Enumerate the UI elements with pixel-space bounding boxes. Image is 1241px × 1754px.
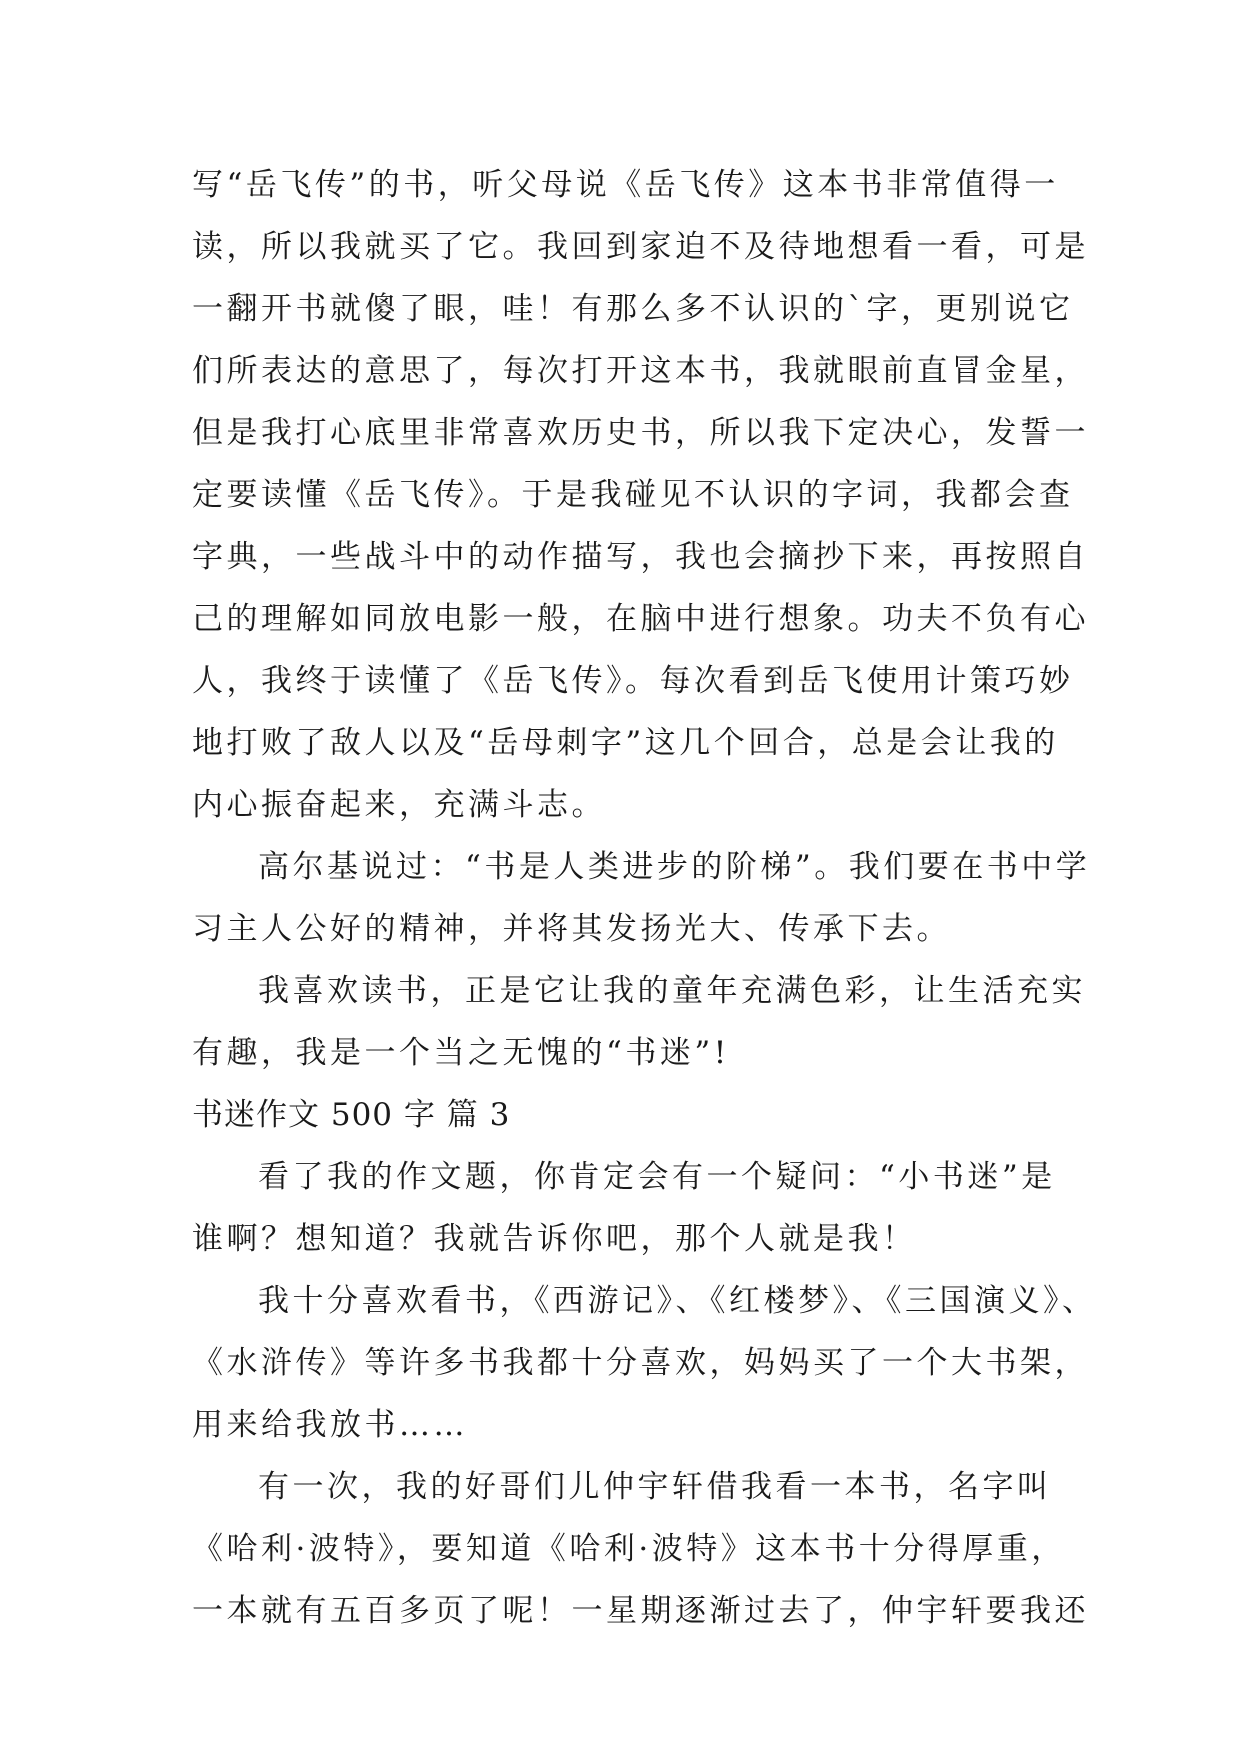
text-line: 《水浒传》等许多书我都十分喜欢，妈妈买了一个大书架，	[192, 1345, 1089, 1381]
text-line: 定要读懂《岳飞传》。于是我碰见不认识的字词，我都会查	[192, 477, 1074, 513]
text-line: 习主人公好的精神，并将其发扬光大、传承下去。	[192, 911, 951, 947]
text-line: 我喜欢读书，正是它让我的童年充满色彩，让生活充实	[258, 973, 1086, 1009]
text-line: 一本就有五百多页了呢！一星期逐渐过去了，仲宇轩要我还	[192, 1593, 1089, 1629]
text-line: 一翻开书就傻了眼，哇！有那么多不认识的`字，更别说它	[192, 291, 1074, 327]
text-line: 看了我的作文题，你肯定会有一个疑问：“小书迷”是	[258, 1159, 1056, 1195]
text-line: 写“岳飞传”的书，听父母说《岳飞传》这本书非常值得一	[192, 167, 1059, 203]
text-line: 己的理解如同放电影一般，在脑中进行想象。功夫不负有心	[192, 601, 1089, 637]
text-line: 人，我终于读懂了《岳飞传》。每次看到岳飞使用计策巧妙	[192, 663, 1074, 699]
section-heading: 书迷作文 500 字 篇 3	[192, 1097, 511, 1133]
text-line: 读，所以我就买了它。我回到家迫不及待地想看一看，可是	[192, 229, 1089, 265]
text-line: 有趣，我是一个当之无愧的“书迷”!	[192, 1035, 730, 1071]
text-line: 谁啊？想知道？我就告诉你吧，那个人就是我！	[192, 1221, 917, 1257]
text-line: 高尔基说过：“书是人类进步的阶梯”。我们要在书中学	[258, 849, 1091, 885]
document-body	[192, 154, 1097, 1642]
text-line: 用来给我放书……	[192, 1407, 468, 1443]
text-line: 但是我打心底里非常喜欢历史书，所以我下定决心，发誓一	[192, 415, 1089, 451]
text-line: 们所表达的意思了，每次打开这本书，我就眼前直冒金星，	[192, 353, 1089, 389]
text-line: 内心振奋起来，充满斗志。	[192, 787, 606, 823]
text-line: 我十分喜欢看书，《西游记》、《红楼梦》、《三国演义》、	[258, 1283, 1097, 1319]
text-line: 《哈利·波特》，要知道《哈利·波特》这本书十分得厚重，	[192, 1531, 1066, 1567]
text-line: 字典，一些战斗中的动作描写，我也会摘抄下来，再按照自	[192, 539, 1089, 575]
text-line: 有一次，我的好哥们儿仲宇轩借我看一本书，名字叫	[258, 1469, 1052, 1505]
text-line: 地打败了敌人以及“岳母刺字”这几个回合，总是会让我的	[192, 725, 1059, 761]
